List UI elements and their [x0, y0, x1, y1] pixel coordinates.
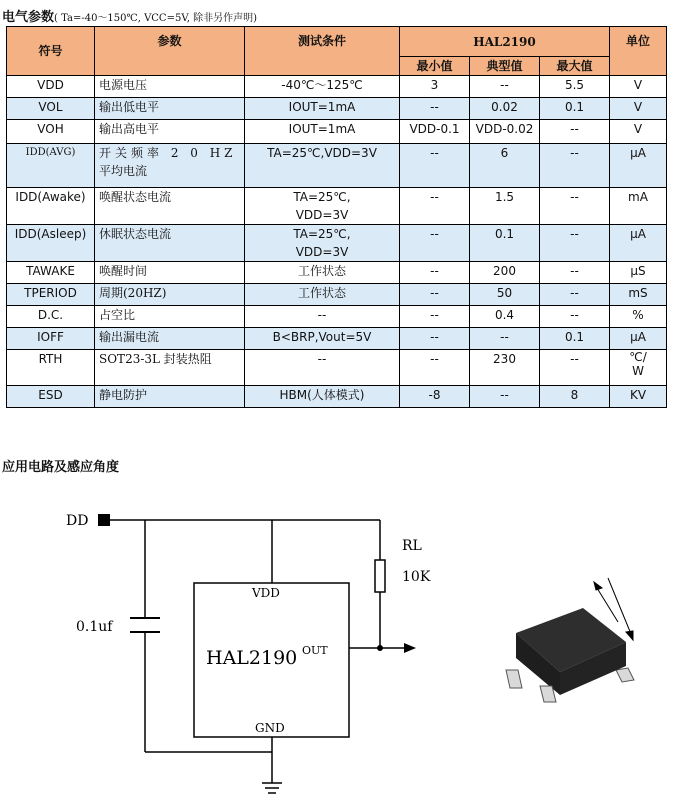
- cell-symbol: ESD: [7, 386, 95, 408]
- sot23-package-image: [506, 608, 634, 702]
- cell-min: --: [400, 98, 470, 120]
- table-row: [7, 188, 667, 225]
- resistor-value: 10K: [402, 569, 431, 585]
- cell-min: --: [400, 225, 470, 262]
- cell-test: 工作状态: [245, 284, 400, 306]
- cell-unit: %: [610, 306, 667, 328]
- cell-param: 输出高电平: [95, 120, 245, 144]
- cell-unit: mS: [610, 284, 667, 306]
- header-param: 参数: [95, 27, 245, 76]
- cell-test-line2: VDD=3V: [295, 208, 349, 222]
- cell-param-line2: 平均电流: [99, 164, 148, 178]
- cell-param: 唤醒状态电流: [95, 188, 245, 225]
- cell-max: 0.1: [540, 98, 610, 120]
- cell-test: -40℃～125℃: [245, 76, 400, 98]
- cell-min: --: [400, 188, 470, 225]
- table-row: [7, 76, 667, 98]
- cell-max: 0.1: [540, 328, 610, 350]
- cell-unit: V: [610, 120, 667, 144]
- cell-unit: μA: [610, 328, 667, 350]
- cell-typ: 0.1: [470, 225, 540, 262]
- cell-min: --: [400, 262, 470, 284]
- cell-typ: --: [470, 328, 540, 350]
- table-row: [7, 386, 667, 408]
- cell-typ: 50: [470, 284, 540, 306]
- cell-test: HBM(人体模式): [245, 386, 400, 408]
- section-title-application: 应用电路及感应角度: [2, 460, 120, 475]
- cell-typ: 0.4: [470, 306, 540, 328]
- table-row: [7, 144, 667, 188]
- cell-param: 电源电压: [95, 76, 245, 98]
- cell-min: VDD-0.1: [400, 120, 470, 144]
- junction-dot: [377, 645, 383, 651]
- cell-symbol: VOL: [7, 98, 95, 120]
- cell-max: --: [540, 306, 610, 328]
- cell-unit: μS: [610, 262, 667, 284]
- cell-max: --: [540, 350, 610, 386]
- cell-param: SOT23-3L 封装热阻: [95, 350, 245, 386]
- section-title-electrical: [2, 6, 257, 25]
- header-min: 最小值: [400, 57, 470, 76]
- cell-test: --: [245, 306, 400, 328]
- cell-max: --: [540, 120, 610, 144]
- header-unit: 单位: [610, 27, 667, 76]
- cell-max: 5.5: [540, 76, 610, 98]
- electrical-spec-table: [6, 26, 667, 408]
- cell-min: -8: [400, 386, 470, 408]
- resistor-label: RL: [402, 538, 422, 554]
- cell-max: --: [540, 188, 610, 225]
- cell-typ: VDD-0.02: [470, 120, 540, 144]
- table-row: [7, 120, 667, 144]
- cell-test: TA=25℃,: [293, 190, 351, 204]
- chip-gnd-pin: GND: [255, 721, 285, 735]
- table-row: [7, 350, 667, 386]
- cell-unit: μA: [610, 144, 667, 188]
- capacitor-symbol: [130, 618, 160, 632]
- table-row: [7, 328, 667, 350]
- application-circuit-diagram: [0, 490, 674, 807]
- cell-typ: 1.5: [470, 188, 540, 225]
- cell-test: TA=25℃,: [293, 227, 351, 241]
- cell-symbol: IDD(AVG): [7, 144, 95, 188]
- chip-out-pin: OUT: [302, 644, 328, 657]
- cell-min: 3: [400, 76, 470, 98]
- cell-symbol: VOH: [7, 120, 95, 144]
- cell-symbol: TAWAKE: [7, 262, 95, 284]
- cell-typ: 200: [470, 262, 540, 284]
- table-row: [7, 306, 667, 328]
- cell-max: --: [540, 262, 610, 284]
- cell-symbol: IDD(Asleep): [7, 225, 95, 262]
- header-test: 测试条件: [245, 27, 400, 76]
- cell-test: IOUT=1mA: [245, 120, 400, 144]
- ground-icon: [262, 783, 282, 793]
- cell-param: 输出低电平: [95, 98, 245, 120]
- table-row: [7, 262, 667, 284]
- cell-max: --: [540, 144, 610, 188]
- output-arrow-icon: [404, 643, 416, 653]
- chip-name: HAL2190: [206, 647, 298, 669]
- cell-symbol: VDD: [7, 76, 95, 98]
- header-part: HAL2190: [400, 27, 610, 57]
- cell-min: --: [400, 284, 470, 306]
- cell-test: TA=25℃,VDD=3V: [245, 144, 400, 188]
- cell-param: 占空比: [95, 306, 245, 328]
- cell-param: 休眠状态电流: [95, 225, 245, 262]
- cell-param: 输出漏电流: [95, 328, 245, 350]
- cell-symbol: IDD(Awake): [7, 188, 95, 225]
- header-max: 最大值: [540, 57, 610, 76]
- cell-param: 唤醒时间: [95, 262, 245, 284]
- electrical-title: 电气参数: [2, 10, 55, 25]
- cell-typ: 230: [470, 350, 540, 386]
- cell-param: 开关频率 2 0 HZ: [99, 146, 237, 160]
- cell-test: IOUT=1mA: [245, 98, 400, 120]
- cell-typ: 6: [470, 144, 540, 188]
- cell-unit: μA: [610, 225, 667, 262]
- cell-test: --: [245, 350, 400, 386]
- cell-unit: mA: [610, 188, 667, 225]
- cell-test: 工作状态: [245, 262, 400, 284]
- table-row: [7, 98, 667, 120]
- cell-max: 8: [540, 386, 610, 408]
- cell-max: --: [540, 225, 610, 262]
- cell-param: 静电防护: [95, 386, 245, 408]
- cell-typ: --: [470, 386, 540, 408]
- cell-unit-line2: W: [632, 364, 644, 378]
- cell-min: --: [400, 350, 470, 386]
- cell-typ: --: [470, 76, 540, 98]
- cell-test: B<BRP,Vout=5V: [245, 328, 400, 350]
- cell-param: 周期(20HZ): [95, 284, 245, 306]
- cell-unit: KV: [610, 386, 667, 408]
- cell-typ: 0.02: [470, 98, 540, 120]
- dd-terminal: [98, 514, 110, 526]
- cell-min: --: [400, 306, 470, 328]
- chip-vdd-pin: VDD: [252, 586, 280, 600]
- header-typ: 典型值: [470, 57, 540, 76]
- cell-symbol: D.C.: [7, 306, 95, 328]
- table-row: [7, 225, 667, 262]
- cell-unit: V: [610, 98, 667, 120]
- cell-symbol: TPERIOD: [7, 284, 95, 306]
- cell-max: --: [540, 284, 610, 306]
- electrical-conditions: ( Ta=-40～150℃, VCC=5V, 除非另作声明): [54, 13, 258, 24]
- header-symbol: 符号: [7, 27, 95, 76]
- dd-label: DD: [66, 513, 89, 529]
- cell-unit: ℃/: [629, 350, 647, 364]
- cell-symbol: RTH: [7, 350, 95, 386]
- cell-unit: V: [610, 76, 667, 98]
- resistor-symbol: [375, 560, 385, 592]
- cell-min: --: [400, 144, 470, 188]
- capacitor-label: 0.1uf: [76, 619, 113, 635]
- cell-min: --: [400, 328, 470, 350]
- table-row: [7, 284, 667, 306]
- cell-test-line2: VDD=3V: [295, 245, 349, 259]
- cell-symbol: IOFF: [7, 328, 95, 350]
